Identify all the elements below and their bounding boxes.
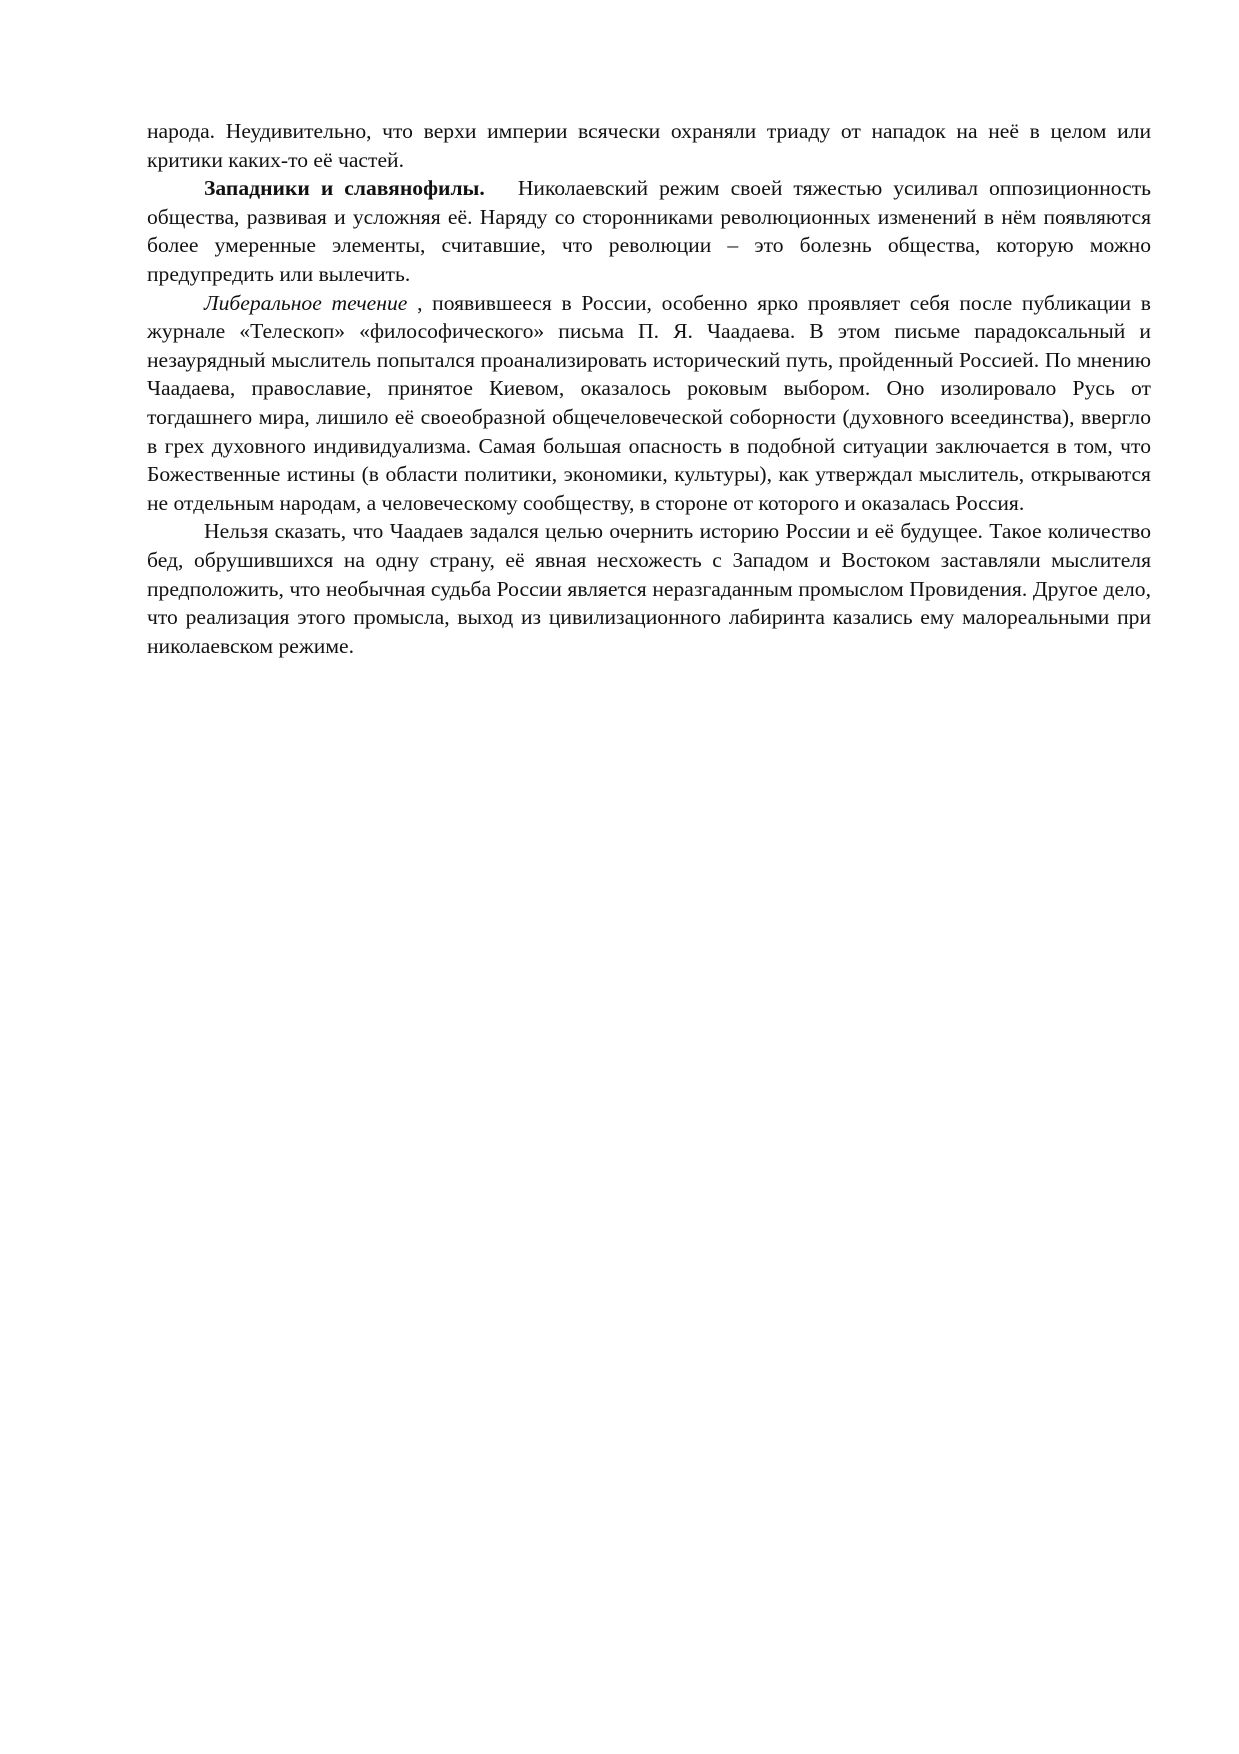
- paragraph-1-text: народа. Неудивительно, что верхи империи всячески охраняли триаду от нападок на неё в целом или критики каких-то её частей.: [147, 119, 1151, 172]
- paragraph-3: [147, 289, 1151, 518]
- paragraph-1: [147, 117, 1151, 174]
- section-heading: Западники и славянофилы.: [204, 176, 485, 201]
- paragraph-2: [147, 174, 1157, 288]
- document-page: [147, 117, 1157, 660]
- paragraph-2-text: Николаевский режим своей тяжестью усиливал оппозиционность общества, развивая и усложняя её. Наряду со сторонниками революционных изменений в нём появляются более умеренные элементы, считавшие, что революции – это болезнь общества, которую можно предупредить или вылечить.: [147, 176, 1157, 286]
- paragraph-4: [147, 517, 1151, 660]
- paragraph-4-text: Нельзя сказать, что Чаадаев задался целью очернить историю России и её будущее. Такое количество бед, обрушившихся на одну страну, её явная несхожесть с Западом и Востоком заставляли мыслителя предположить, что необычная судьба России является неразгаданным промыслом Провидения. Другое дело, что реализация этого промысла, выход из цивилизационного лабиринта казались ему малореальными при николаевском режиме.: [147, 519, 1151, 658]
- paragraph-3-emphasis: Либеральное течение: [204, 290, 408, 315]
- paragraph-3-text: , появившееся в России, особенно ярко проявляет себя после публикации в журнале «Телескоп» «философического» письма П. Я. Чаадаева. В этом письме парадоксальный и незаурядный мыслитель попытался проанализировать исторический путь, пройденный Россией. По мнению Чаадаева, православие, принятое Киевом, оказалось роковым выбором. Оно изолировало Русь от тогдашнего мира, лишило её своеобразной общечеловеческой соборности (духовного всеединства), ввергло в грех духовного индивидуализма. Самая большая опасность в подобной ситуации заключается в том, что Божественные истины (в области политики, экономики, культуры), как утверждал мыслитель, открываются не отдельным народам, а человеческому сообществу, в стороне от которого и оказалась Россия.: [147, 290, 1151, 515]
